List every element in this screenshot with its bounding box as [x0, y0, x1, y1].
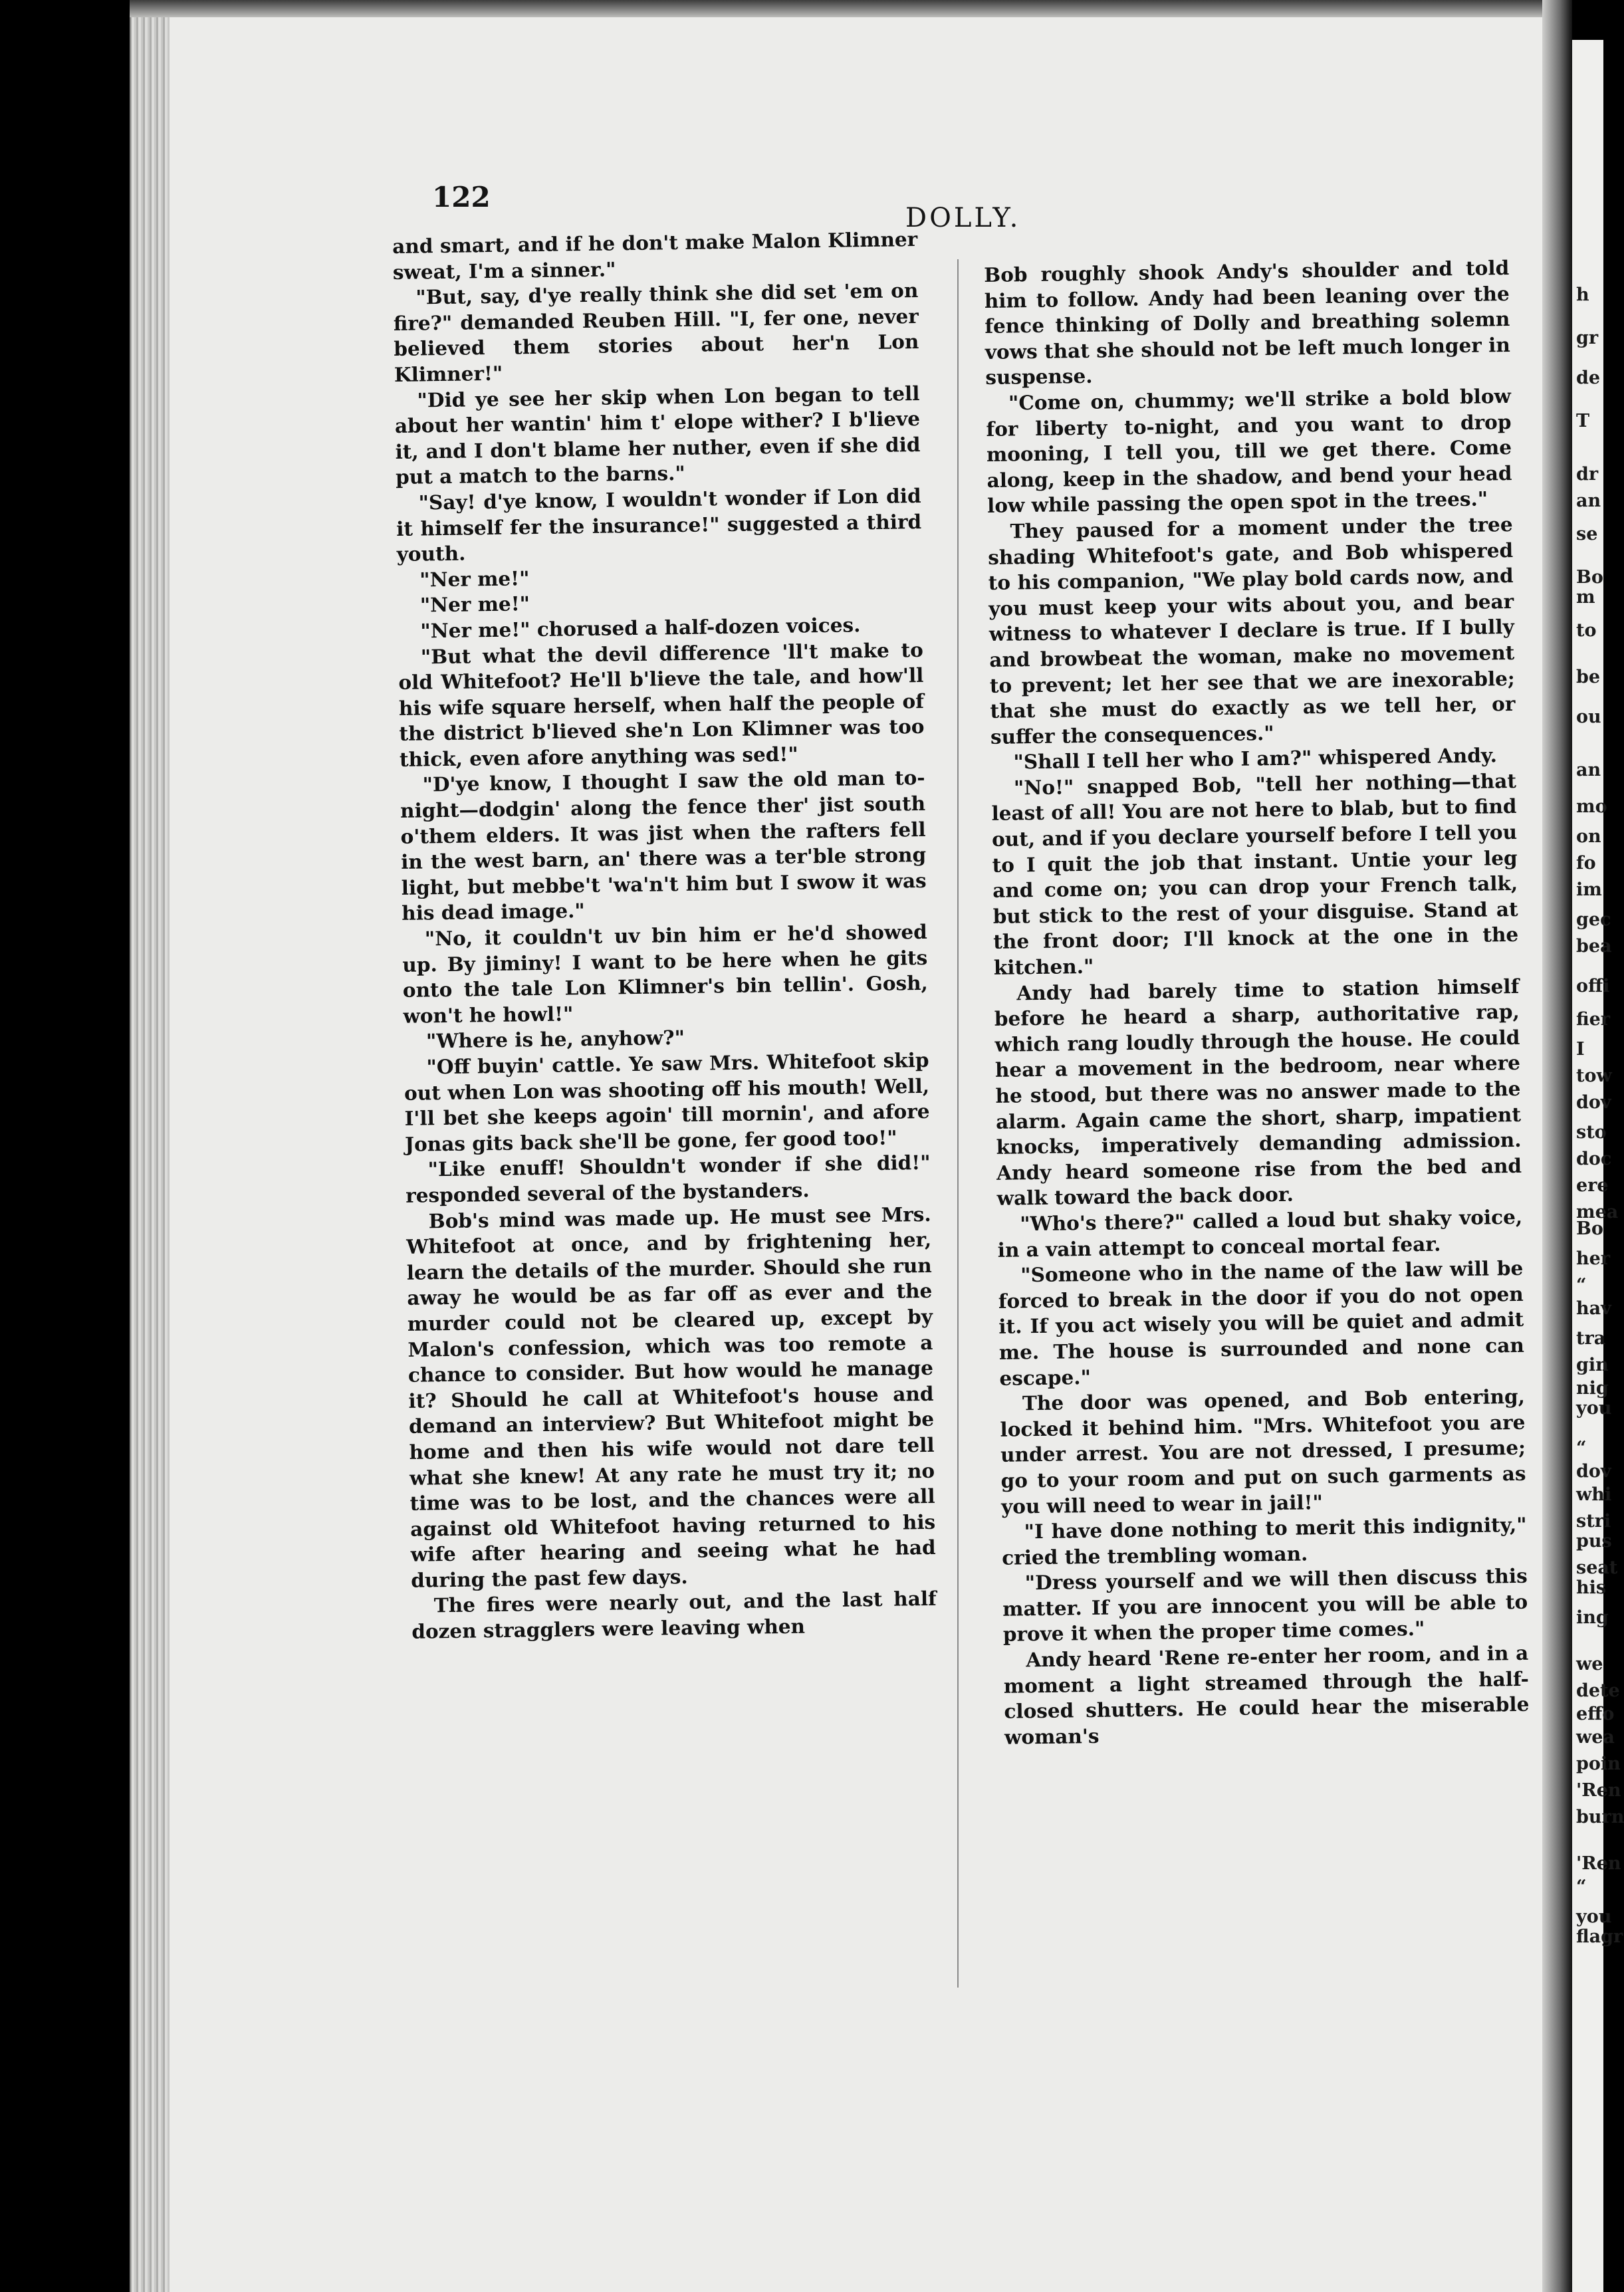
adjacent-page-fragment: dov	[1576, 1461, 1611, 1482]
paragraph: The fires were nearly out, and the last half dozen stragglers were leaving when	[411, 1587, 937, 1643]
paragraph: Bob roughly shook Andy's shoulder and told him to follow. Andy had been leaning over the fence thinking of Dolly and breathing solemn vows that she should not be left much longer in suspense.	[984, 255, 1511, 390]
paragraph: "Who's there?" called a loud but shaky voice, in a vain attempt to conceal mortal fear.	[997, 1204, 1523, 1262]
paragraph: "Where is he, anyhow?"	[425, 1026, 685, 1053]
paragraph: They paused for a moment under the tree shading Whitefoot's gate, and Bob whispered to his companion, "We play bold cards now, and you must keep your wits about you, and bear witness to whatever I declare is true. If I bully and browbeat the woman, make no movement to prevent; let her see that we are inexorable; that she must do exactly as we tell her, or suffer the consequences."	[987, 512, 1516, 748]
adjacent-page-fragment: gr	[1576, 328, 1599, 348]
adjacent-page-fragment: ou	[1576, 707, 1601, 727]
paragraph: "No!" snapped Bob, "tell her nothing—that least of all! You are not here to blab, but to find out, and if you declare yourself before I tell you to I quit the job that instant. Untie your leg and come on; you can drop your French talk, but stick to the rest of your disguise. Stand at the front door; I'll knock at the one in the kitchen."	[991, 768, 1519, 979]
adjacent-page-fragment: “	[1576, 1275, 1587, 1296]
paragraph: "Shall I tell her who I am?" whispered Andy.	[1013, 743, 1498, 774]
paragraph: "But what the devil difference 'll't make to old Whitefoot? He'll b'lieve the tale, and how'll his wife square herself, when half the people of the district b'lieved she'n Lon Klimner was too thick, even afore anything was sed!"	[398, 637, 925, 771]
adjacent-page-fragment: tra	[1576, 1328, 1606, 1349]
adjacent-page-fragment: offi	[1576, 976, 1610, 996]
adjacent-page-fragment: sto	[1576, 1122, 1607, 1143]
adjacent-page-fragment: hav	[1576, 1298, 1611, 1319]
adjacent-page-fragment: an	[1576, 760, 1601, 780]
adjacent-page-fragment: you	[1576, 1398, 1612, 1419]
paragraph: "Like enuff! Shouldn't wonder if she did!" responded several of the bystanders.	[405, 1151, 931, 1207]
adjacent-page-fragment: ing	[1576, 1607, 1609, 1628]
left-column	[392, 227, 937, 1645]
adjacent-page-fragment: Bo	[1576, 1218, 1603, 1239]
adjacent-page-fragment: pus	[1576, 1531, 1612, 1551]
adjacent-page-fragment: “	[1576, 1877, 1587, 1897]
adjacent-page-fragment: be	[1576, 667, 1601, 687]
paragraph: and smart, and if he don't make Malon Klimner sweat, I'm a sinner."	[392, 227, 918, 284]
adjacent-page-fragment: seat	[1576, 1557, 1618, 1578]
paragraph: "D'ye know, I thought I saw the old man to-night—dodgin' along the fence ther' jist south o'them elders. It was jist when the rafters fell in the west barn, an' there was a ter'ble strong light, but mebbe't 'wa'n't him but I swow it was his dead image."	[400, 766, 927, 925]
book-gutter	[1542, 0, 1572, 2292]
adjacent-page-fragment: we	[1576, 1654, 1603, 1674]
adjacent-page-fragment: m	[1576, 587, 1595, 608]
top-shadow	[130, 0, 1566, 17]
adjacent-page-fragment: bea	[1576, 936, 1612, 957]
adjacent-page-fragment: whi	[1576, 1484, 1612, 1505]
adjacent-page-fragment: de	[1576, 368, 1601, 388]
adjacent-page-fragment: on	[1576, 826, 1601, 847]
paragraph: "Come on, chummy; we'll strike a bold blow for liberty to-night, and you want to drop mooning, I tell you, till we get there. Come along, keep in the shadow, and bend your head low while passing the open spot in the trees."	[986, 384, 1512, 518]
paragraph: "I have done nothing to merit this indignity," cried the trembling woman.	[1001, 1512, 1527, 1569]
adjacent-page-fragment: nig	[1576, 1378, 1609, 1399]
adjacent-page-fragment: mea	[1576, 1202, 1619, 1222]
paragraph: The door was opened, and Bob entering, locked it behind him. "Mrs. Whitefoot you are under arrest. You are not dressed, I presume; go to your room and put on such garments as you will need to wear in jail!"	[1000, 1384, 1526, 1518]
adjacent-page-fragment: stri	[1576, 1511, 1611, 1532]
adjacent-page-fragment: effo	[1576, 1704, 1615, 1724]
paragraph: "But, say, d'ye really think she did set 'em on fire?" demanded Reuben Hill. "I, fer one, never believed them stories about her'n Lon Klimner!"	[393, 279, 919, 386]
adjacent-page-fragment: you	[1576, 1906, 1612, 1927]
paragraph: Andy had barely time to station himself before he heard a sharp, authoritative rap, which rang loudly through the house. He could hear a movement in the bedroom, near where he stood, but there was no answer made to the alarm. Again came the short, sharp, impatient knocks, imperatively demanding admission. Andy heard someone rise from the bed and walk toward the back door.	[994, 974, 1522, 1210]
paragraph: "Off buyin' cattle. Ye saw Mrs. Whitefoot skip out when Lon was shooting off his mouth! Well, I'll bet she keeps agoin' till mornin', and afore Jonas gits back she'll be gone, fer good too!"	[404, 1048, 930, 1156]
paragraph: "Dress yourself and we will then discuss this matter. If you are innocent you will be able to prove it when the proper time comes."	[1002, 1564, 1528, 1647]
adjacent-page-fragment: T	[1576, 411, 1590, 431]
scanner-background	[0, 0, 130, 2292]
adjacent-page-fragment: fier	[1576, 1009, 1611, 1030]
adjacent-page-fragment: an	[1576, 491, 1601, 511]
adjacent-page-fragment: se	[1576, 524, 1598, 544]
adjacent-page-fragment: 'Ren	[1576, 1780, 1621, 1801]
adjacent-page-fragment: I	[1576, 1039, 1585, 1060]
adjacent-page-fragment: dr	[1576, 464, 1599, 485]
column-rule	[957, 259, 959, 1988]
adjacent-page-fragment: tow	[1576, 1066, 1612, 1086]
adjacent-page-fragment: gin	[1576, 1355, 1609, 1375]
paragraph: "Did ye see her skip when Lon began to tell about her wantin' him t' elope wither? I b'lieve it, and I don't blame her nuther, even if she did put a match to the barns."	[394, 381, 921, 489]
adjacent-page-fragment: mo	[1576, 796, 1607, 817]
adjacent-page-fragment: 'Ren	[1576, 1853, 1621, 1874]
page-number: 122	[432, 181, 491, 213]
adjacent-page	[1572, 40, 1624, 2292]
adjacent-page-fragment: doc	[1576, 1149, 1612, 1169]
paragraph: "Ner me!"	[419, 566, 530, 592]
adjacent-page-fragment: to	[1576, 620, 1597, 641]
paragraph: "No, it couldn't uv bin him er he'd showed up. By jiminy! I want to be here when he gits onto the tale Lon Klimner's bin tellin'. Gosh, won't he howl!"	[402, 919, 929, 1028]
paragraph: "Someone who in the name of the law will be forced to break in the door if you do not open it. If you act wisely you will be quiet and admit me. The house is surrounded and none can escape."	[998, 1256, 1525, 1390]
adjacent-page-fragment: im	[1576, 879, 1602, 900]
adjacent-page-fragment: dete	[1576, 1680, 1620, 1701]
adjacent-page-fragment: her	[1576, 1248, 1611, 1269]
adjacent-page-fragment: ere	[1576, 1175, 1609, 1196]
adjacent-page-fragment: dov	[1576, 1092, 1611, 1113]
paragraph: Bob's mind was made up. He must see Mrs. Whitefoot at once, and by frightening her, learn the details of the murder. Should she run away he would be as far off as ever and the murder could not be cleared up, except by Malon's confession, which was too remote a chance to consider. But how would he manage it? Should he call at Whitefoot's house and demand an interview? But Whitefoot might be home and then his wife would not dare tell what she knew! At any rate he must try it; no time was to be lost, and the chances were all against old Whitefoot having returned to his wife after hearing and seeing what he had during the past few days.	[406, 1202, 936, 1592]
adjacent-page-fragment: burn	[1576, 1807, 1624, 1827]
adjacent-page-fragment: poin	[1576, 1754, 1621, 1774]
adjacent-page-fragment: fo	[1576, 853, 1596, 873]
running-head: DOLLY.	[905, 203, 1021, 233]
paragraph: "Ner me!"	[419, 592, 530, 617]
adjacent-page-fragment: his	[1576, 1577, 1607, 1598]
paragraph: "Say! d'ye know, I wouldn't wonder if Lon did it himself fer the insurance!" suggested a third youth.	[396, 483, 922, 566]
right-column	[984, 255, 1530, 1750]
paragraph: "Ner me!" chorused a half-dozen voices.	[420, 613, 861, 643]
adjacent-page-fragment: wea	[1576, 1727, 1615, 1748]
adjacent-page-fragment: “	[1576, 1438, 1587, 1458]
page-edges	[130, 0, 170, 2292]
adjacent-page-fragment: h	[1576, 285, 1589, 305]
adjacent-page-fragment: gec	[1576, 909, 1611, 930]
adjacent-page-fragment: Bo	[1576, 567, 1603, 588]
adjacent-page-fragment: flagr	[1576, 1926, 1623, 1947]
paragraph: Andy heard 'Rene re-enter her room, and in a moment a light streamed through the half-closed shutters. He could hear the miserable woman's	[1003, 1641, 1530, 1749]
